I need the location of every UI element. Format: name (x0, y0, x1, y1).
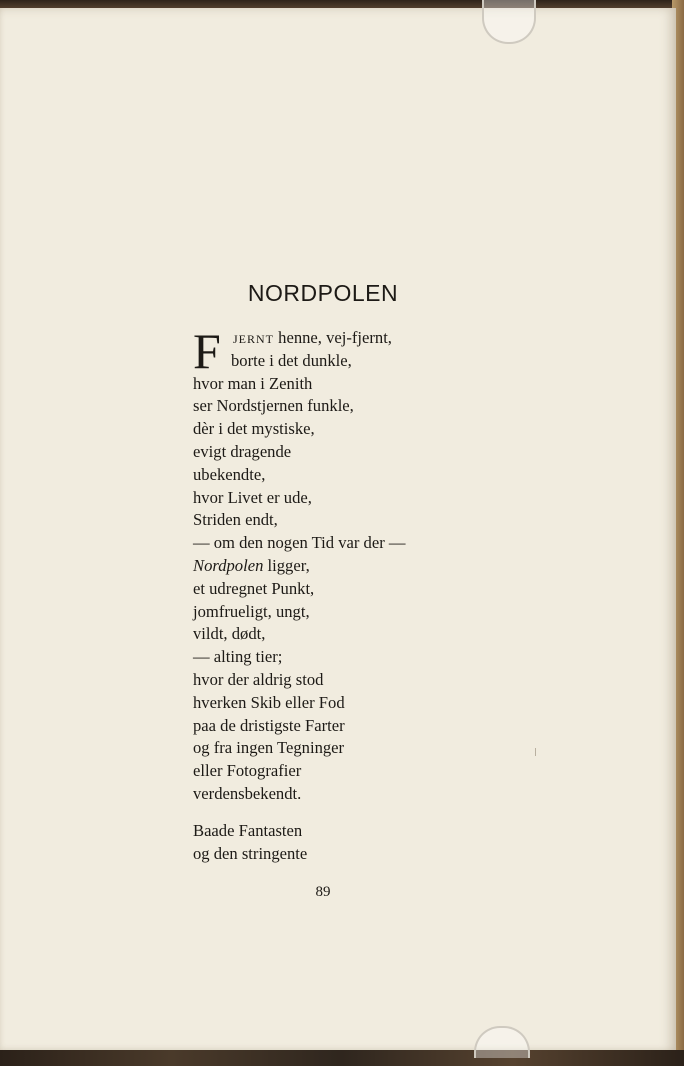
poem-line: verdensbekendt. (193, 783, 302, 803)
poem-title: NORDPOLEN (247, 280, 399, 306)
poem-line: — alting tier; (193, 647, 283, 667)
poem-line: ubekendte, (193, 464, 266, 484)
poem-line: dèr i det mystiske, (193, 419, 315, 439)
poem-line (193, 327, 405, 350)
poem-line-text: ligger, (267, 555, 310, 575)
poem-line: ser Nordstjernen funkle, (193, 396, 354, 416)
poem-line: Striden endt, (193, 510, 278, 530)
poem-line (193, 555, 405, 578)
poem-line: et udregnet Punkt, (193, 578, 315, 598)
poem-line: hvor Livet er ude, (193, 487, 312, 507)
poem-line: hvor der aldrig stod (193, 669, 324, 689)
drop-cap-continuation: JERNT (233, 332, 274, 346)
poem-line-text: henne, vej-fjernt, (278, 328, 392, 347)
page-number: 89 (315, 884, 331, 900)
poem-line: vildt, dødt, (193, 624, 266, 644)
poem-line: — om den nogen Tid var der — (193, 533, 406, 553)
poem-line: og fra ingen Tegninger (193, 738, 345, 758)
poem-line: evigt dragende (193, 441, 292, 461)
poem-line: og den stringente (193, 843, 308, 863)
poem-line: Baade Fantasten (193, 820, 303, 840)
poem-line: jomfrueligt, ungt, (193, 601, 310, 621)
poem-line: paa de dristigste Farter (193, 715, 345, 735)
poem-line: hverken Skib eller Fod (193, 692, 345, 712)
book-binding-bottom (0, 1050, 684, 1066)
poem-line: borte i det dunkle, (231, 350, 352, 370)
poem-line: eller Fotografier (193, 761, 302, 781)
paper-speck (535, 748, 536, 756)
drop-cap: F (193, 323, 221, 379)
poem-line: hvor man i Zenith (193, 373, 313, 393)
poem-body (193, 323, 406, 865)
poem-line-italic: Nordpolen (193, 555, 264, 575)
